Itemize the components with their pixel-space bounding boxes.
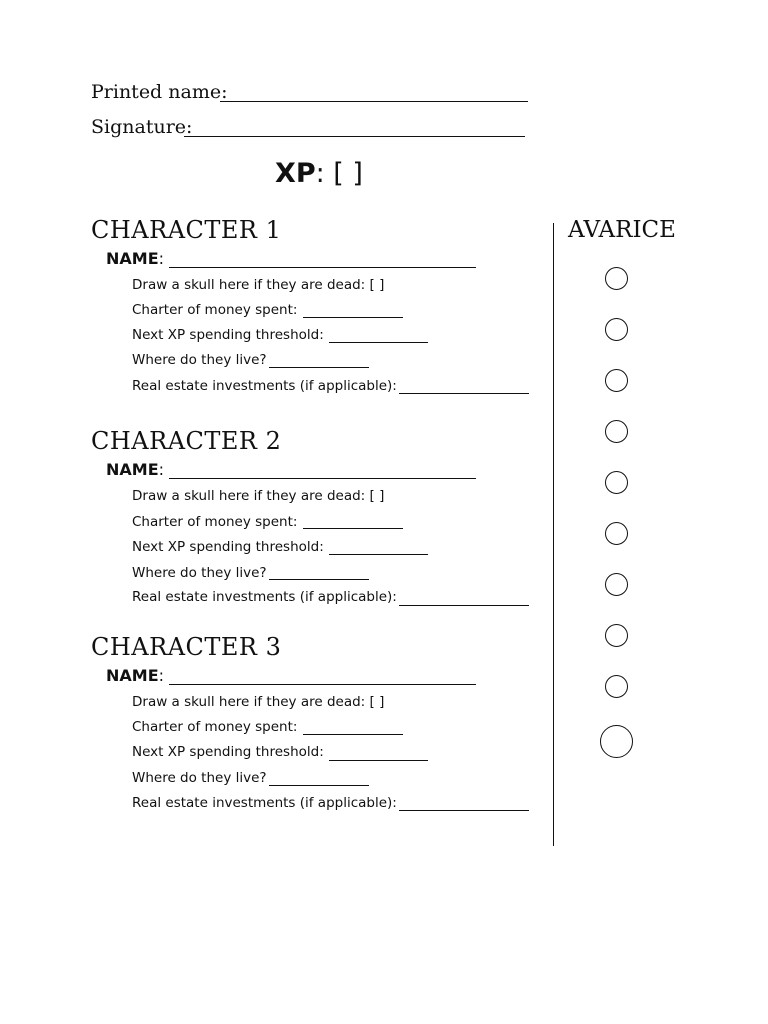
character-1-money-field[interactable] [303,317,403,318]
character-3-name-label: NAME: [106,666,165,685]
xp-counter [275,158,363,189]
character-1-live-field[interactable] [269,367,369,368]
character-3-real-estate-field[interactable] [399,810,529,811]
character-3-money-field[interactable] [303,734,403,735]
xp-label: XP [275,158,316,189]
character-2-money-field[interactable] [303,528,403,529]
character-2-real-estate-label: Real estate investments (if applicable): [132,589,397,605]
character-2-live-field[interactable] [269,579,369,580]
character-3-money-label: Charter of money spent: [132,719,298,735]
avarice-circle[interactable] [605,522,628,545]
avarice-circle[interactable] [605,369,628,392]
character-2-threshold-label: Next XP spending threshold: [132,539,324,555]
character-1-name-field[interactable] [169,267,476,268]
character-3-threshold-label: Next XP spending threshold: [132,744,324,760]
character-2-money-label: Charter of money spent: [132,514,298,530]
character-3-title: CHARACTER 3 [91,633,282,661]
avarice-circle[interactable] [605,624,628,647]
character-2-threshold-field[interactable] [329,554,428,555]
printed-name-field[interactable] [220,101,528,102]
character-3-live-field[interactable] [269,785,369,786]
character-1-skull: Draw a skull here if they are dead: [ ] [132,277,385,293]
printed-name-label: Printed name: [91,81,228,103]
character-3-real-estate-label: Real estate investments (if applicable): [132,795,397,811]
character-1-threshold-label: Next XP spending threshold: [132,327,324,343]
character-2-name-field[interactable] [169,478,476,479]
character-2-name-label: NAME: [106,460,165,479]
avarice-circle[interactable] [605,471,628,494]
character-3-live-label: Where do they live? [132,770,267,786]
avarice-circle[interactable] [605,267,628,290]
character-3-threshold-field[interactable] [329,760,428,761]
avarice-circle[interactable] [605,420,628,443]
signature-field[interactable] [184,136,525,137]
character-3-name-field[interactable] [169,684,476,685]
character-2-real-estate-field[interactable] [399,605,529,606]
avarice-title: AVARICE [568,217,676,243]
avarice-circle-large[interactable] [600,725,633,758]
character-1-live-label: Where do they live? [132,352,267,368]
character-2-skull: Draw a skull here if they are dead: [ ] [132,488,385,504]
character-2-title: CHARACTER 2 [91,427,282,455]
character-1-name-label: NAME: [106,249,165,268]
character-1-money-label: Charter of money spent: [132,302,298,318]
character-1-real-estate-label: Real estate investments (if applicable): [132,378,397,394]
character-1-real-estate-field[interactable] [399,393,529,394]
avarice-circle[interactable] [605,573,628,596]
avarice-circle[interactable] [605,675,628,698]
character-3-skull: Draw a skull here if they are dead: [ ] [132,694,385,710]
xp-box[interactable]: : [ ] [315,158,363,189]
avarice-circle[interactable] [605,318,628,341]
character-1-threshold-field[interactable] [329,342,428,343]
signature-label: Signature: [91,116,193,138]
column-divider [553,223,554,846]
character-1-title: CHARACTER 1 [91,216,282,244]
character-2-live-label: Where do they live? [132,565,267,581]
